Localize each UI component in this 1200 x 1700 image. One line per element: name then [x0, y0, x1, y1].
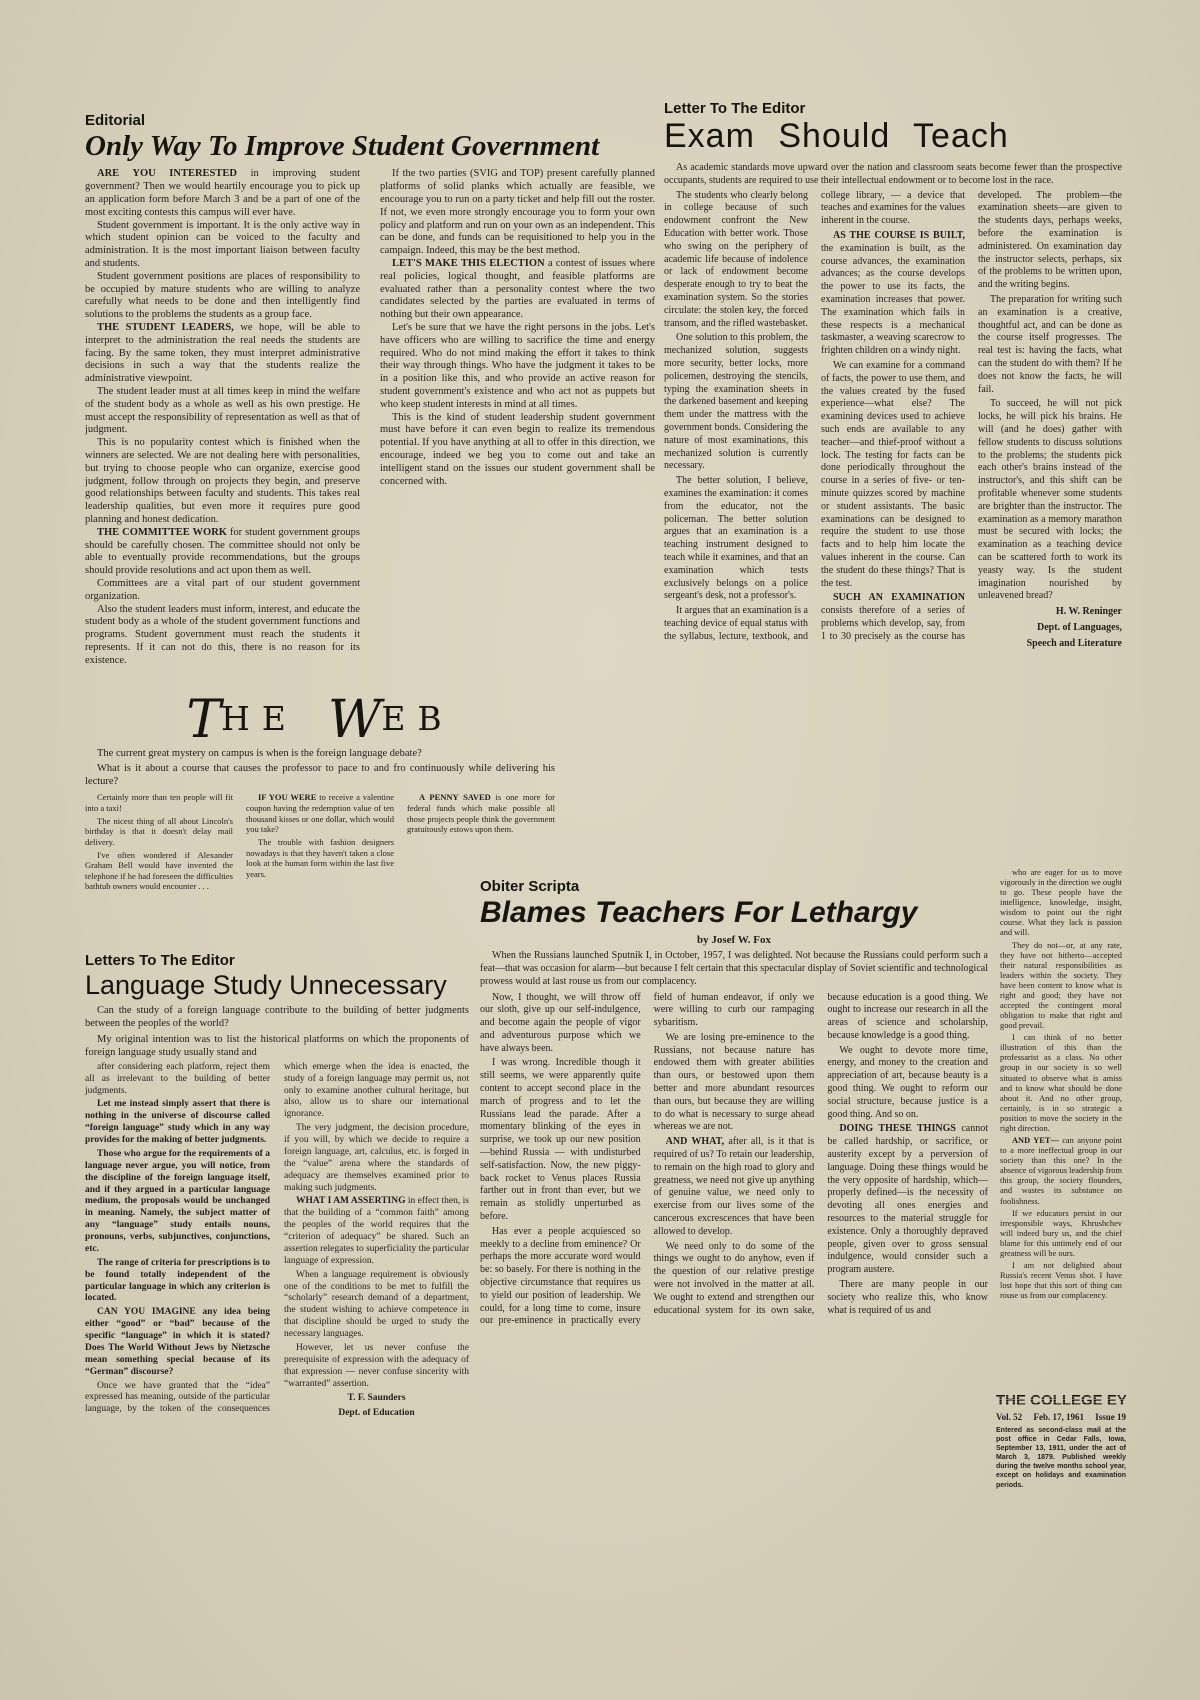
- paragraph: Student government is important. It is the only active way in which student opinion can be voiced to the faculty and administration. It is the most important liaison between faculty and students.: [85, 219, 360, 270]
- paragraph: I was wrong. Incredible though it still seems, we were apparently quite content to accept second place in the march of progress and to let the Russians lead the parade. After a momentary blinking of the eyes in surprise, we took up our new position—behind Russia — with undisturbed self-satisfaction. Now, the new piggy-back rocket to Venus places Russia farther out in front than ever, but we remain as stolidly unperturbed as before.: [480, 1057, 641, 1223]
- the-web-heading: [85, 690, 555, 750]
- paragraph: If the two parties (SVIG and TOP) present carefully planned platforms of solid planks which actually are feasible, we encourage you to run on a party ticket and help fill out the roster. If not, we even more strongly encourage you to form your own policy and platform and run on your own as an independent. This can be done, and funds can be requisitioned to help you in the campaign. Indeed, this may be the best method.: [380, 168, 655, 257]
- paragraph: Committees are a vital part of our student government organization.: [85, 577, 360, 602]
- paragraph: The very judgment, the decision procedure, if you will, by which we decide to require a foreign language, art, calculus, etc. is forged in the “value” arena where the standards of adequacy are themselves examined prior to making such judgments.: [284, 1123, 469, 1193]
- paragraph: This is no popularity contest which is finished when the winners are selected. We are not dealing here with personalities, but trying to choose people who can organize, exercise good judgment, follow through on projects they begin, and preserve good relationships between faculty and students. This takes real leadership qualities, but even more it requires pure good planning and honest dedication.: [85, 437, 360, 525]
- paragraph: Dept. of Education: [338, 1408, 415, 1419]
- paragraph: We are losing pre-eminence to the Russians, not because nature has endowed them with greater abilities than ours, or bestowed upon them better and more abundant resources than ours, but because they are willing to do what is necessary to surge ahead whereas we are not.: [653, 1031, 815, 1133]
- paragraph: It argues that an examination is a teaching device of equal status with the syllabus, lecture, textbook, and college library, — a device that teaches and examines for the values inherent in the course.: [664, 189, 965, 642]
- paragraph: The preparation for writing such an examination is a creative, thoughtful act, and can be done as the course itself progresses. The real test is: having the facts, what can the student do with them? If he does not know the facts, he will fail.: [978, 294, 1122, 395]
- heading-letters-eb: EB: [381, 699, 454, 738]
- paragraph: The better solution, I believe, examines the examination: it comes from the educator, not the policeman. The better solution argues that an examination is a teaching instrument designed to teach while it examines, and that an examination which tests exclusively belongs on a police sergeant's desk, not a professor's.: [664, 475, 808, 602]
- paragraph: The range of criteria for prescriptions is to be found totally independent of the particular language in which any criterion is located.: [85, 1257, 270, 1304]
- langstudy-intro: [85, 1004, 469, 1059]
- masthead-date: Feb. 17, 1961: [1033, 1412, 1084, 1422]
- paragraph: We ought to devote more time, energy, and money to the creation and appreciation of art, because beauty is a good thing. We ought to reform our social structure, because justice is a good thing. And so on.: [827, 1044, 988, 1120]
- langstudy-body: [85, 1062, 469, 1420]
- paragraph: They do not—or, at any rate, they have not hitherto—accepted their natural responsibilities as leaders within the society. They have been content to know what is right and good; they have not accepted the contingent moral obligation to make that right and good prevail.: [1000, 940, 1122, 1031]
- paragraph: Speech and Literature: [1026, 637, 1122, 649]
- paragraph: The current great mystery on campus is when is the foreign language debate?: [97, 748, 422, 759]
- paragraph: AND YET— can anyone point to a more ineffectual group in our society than this one? In the absence of vigorous leadership from this group, the society flounders, and wastes its substance on foolishness.: [1000, 1136, 1122, 1206]
- paragraph: Also the student leaders must inform, interest, and educate the student body as a whole of the student government functions and programs. Student government must reach the students it represents. If it can not do this, there is no reason for its existence.: [85, 603, 360, 666]
- paragraph: ARE YOU INTERESTED in improving student government? Then we would heartily encourage you to pick up an application form before March 3 and be a part of one of the most exciting contests this campus will ever have.: [85, 168, 360, 218]
- paragraph: What is it about a course that causes the professor to pace to and fro continuously while delivering his lecture?: [85, 763, 555, 788]
- paragraph: Once we have granted that the “idea” expressed has meaning, outside of the particular language, by the token of the consequences which emerge when the idea is enacted, the study of a foreign language may permit us, not only to examine another cultural heritage, but also, allow us to share our international ignorance.: [85, 1061, 469, 1415]
- college-eye-masthead: [996, 1392, 1137, 1490]
- paragraph: CAN YOU IMAGINE any idea being either “good” or “bad” because of the specific “language” in which it is stated? Does The World Without Jews by Nietzsche mean something special because of its “German” discourse?: [85, 1307, 270, 1377]
- web-column-2: [246, 792, 394, 894]
- paragraph: The student leader must at all times keep in mind the welfare of the student body as a whole as well as his own prestige. He must accept the responsibility of representation as well as that of judgment.: [85, 385, 360, 436]
- paragraph: I can think of no better illustration of this than the professarist as a class. No other group in our society is so well situated to observe what is amiss and to know what should be done about it. And no other group, certainly, is in so strategic a position to move the society in the right direction.: [1000, 1033, 1122, 1133]
- paragraph: THE COMMITTEE WORK for student government groups should be carefully chosen. The committee should not only be able to eventually provide recommendations, but the groups should provide resolutions and act upon them as well.: [85, 526, 361, 577]
- paragraph: Those who argue for the requirements of a language never argue, you will notice, from the discipline of the foreign language itself, and if they argued in a particular language medium, the proposals would be unchanged in meaning. Namely, the subject matter of any “language” study entails nouns, pronouns, verbs, subjunctives, conjunctions, etc.: [85, 1148, 270, 1254]
- obiter-scripta-section: [480, 878, 988, 1328]
- paragraph: T. F. Saunders: [347, 1393, 406, 1404]
- paragraph: WHAT I AM ASSERTING in effect then, is that the building of a “common faith” among the peoples of the world requires that the “criterion of adequacy” be shared. Such an assertion relegates to superficiality the particular language of expression.: [284, 1196, 470, 1266]
- paragraph: SUCH AN EXAMINATION consists therefore of a series of problems which develop, say, from 1 to 30 precisely as the course has developed. The problem—the examination sheets—are given to the students days, perhaps weeks, before the examination is administered. On examination day the instructor selects, perhaps, six of the problems to be written upon, and the writing begins.: [821, 189, 1122, 642]
- paragraph: DOING THESE THINGS cannot be called hardship, or sacrifice, or austerity except by a perversion of language. Doing these things would be the very opposite of hardship, which—properly defined—is the necessity of devoting all ones energies and resources to the material struggle for existence. Only a thoroughly depraved people, given over to gross sensual indulgence, would consider such a program austere.: [827, 1123, 988, 1276]
- editorial-headline: Only Way To Improve Student Government: [85, 130, 600, 162]
- paragraph: I am not delighted about Russia's recent Venus shot. I have lost hope that this sort of thing can rouse us from our complacency.: [1000, 1260, 1122, 1301]
- paragraph: If we educators persist in our irresponsible ways, Khrushchev will indeed bury us, and the chief blame for this untimely end of our greatness will be ours.: [1000, 1208, 1122, 1258]
- masthead-vol: Vol. 52: [996, 1412, 1023, 1422]
- langstudy-kicker: Letters To The Editor: [85, 952, 235, 969]
- masthead-volume-line: [996, 1412, 1126, 1422]
- paragraph: I've often wondered if Alexander Graham Bell would have invented the telephone if he had foreseen the difficulties bathtub owners would encounter . . .: [85, 849, 233, 892]
- paragraph: However, let us never confuse the prerequisite of expression with the adequacy of that expression — never confuse sincerity with “warranted” assertion.: [284, 1342, 469, 1389]
- paragraph: after considering each platform, reject them all as irrelevant to the building of better judgments.: [85, 1061, 270, 1096]
- paragraph: THE STUDENT LEADERS, we hope, will be able to interpret to the administration the real needs the students are facing. By the same token, they must interpret administrative decisions in such a way that the students realize the administrative viewpoint.: [85, 322, 360, 385]
- obiter-intro: [480, 949, 988, 988]
- paragraph: This is the kind of student leadership student government must have before it can even begin to realize its tremendous potential. If you have anything at all to offer in this direction, we encourage, indeed we beg you to come out and take an intelligent stand on the issues our student government shall be concerned with.: [380, 411, 655, 487]
- paragraph: Let me instead simply assert that there is nothing in the universe of discourse called “foreign language” study which in any way provides for the making of better judgments.: [85, 1099, 270, 1146]
- exam-letter-section: [664, 100, 1122, 651]
- paragraph: We need only to do some of the things we ought to do anyhow, even if the question of our relative prestige were not involved in the matter at all. We ought to extend and strengthen our educational system for its own sake, because education is a good thing. We ought to increase our research in all the areas of science and scholarship, because knowledge is a good thing.: [653, 991, 988, 1316]
- ornate-initial-t: T: [186, 690, 221, 750]
- paragraph: Has ever a people acquiesced so meekly to a decline from eminence? Or perhaps the more accurate word would be: so basely. For there is nothing in the objective circumstance that requires us to yield our position of leadership. We could, for a long time to come, insure our pre-eminence in practically every field of human endeavor, if only we were willing to curb our rampaging sybaritism.: [480, 991, 815, 1327]
- paragraph: Now, I thought, we will throw off our sloth, give up our self-indulgence, and become again the people of vigor and adventurous purpose which we have always been.: [480, 991, 641, 1054]
- paragraph: IF YOU WERE to receive a valentine coupon having the redemption value of ten thousand kisses or one dollar, which would you take?: [246, 792, 394, 835]
- editorial-section: [85, 112, 655, 688]
- paragraph: LET'S MAKE THIS ELECTION a contest of issues where real policies, logical thought, and feasible platforms are evaluated rather than a personality contest where the two candidates selected by the parties are evaluated in terms of nothing but their own appearance.: [380, 258, 655, 321]
- paragraph: When a language requirement is obviously one of the conditions to be met to fulfill the “scholarly” research demand of a department, the student wishing to achieve competence in that discipline should be urged to study the necessary languages.: [284, 1269, 469, 1340]
- obiter-continuation-column: [1000, 868, 1122, 1303]
- paragraph: One solution to this problem, the mechanized solution, suggests more security, better locks, more policemen, destroying the stencils, typing the examination sheets in the darkened basement and keeping them under the mattress with the government bonds. Considering the nature of most examinations, this mechanized solution is currently necessary.: [664, 332, 808, 472]
- paragraph: Certainly more than ten people will fit into a taxi!: [85, 792, 233, 813]
- exam-body: [664, 190, 1122, 651]
- paragraph: A PENNY SAVED is one more for federal funds which make possible all those projects people think the government gratuitously estows upon them.: [407, 792, 555, 835]
- paragraph: H. W. Reninger: [1055, 606, 1122, 618]
- paragraph: Let's be sure that we have the right persons in the jobs. Let's have officers who are willing to sacrifice the time and energy required. Who do not mind making the effort it takes to think their way through things. Who have the judgment it takes to be in a position like this, and who provide an active reason for student government's existence and who act not as puppets but who keep student interests in mind at all times.: [380, 322, 655, 410]
- editorial-kicker: Editorial: [85, 112, 146, 129]
- paragraph: Dept. of Languages,: [1036, 621, 1122, 633]
- exam-headline: Exam Should Teach: [664, 117, 1009, 155]
- obiter-byline: by Josef W. Fox: [697, 933, 771, 946]
- the-web-section: [85, 690, 555, 894]
- language-study-section: [85, 952, 469, 1420]
- paragraph: My original intention was to list the historical platforms on which the proponents of foreign language study usually stand and: [85, 1033, 469, 1058]
- ornate-initial-w: W: [327, 690, 382, 750]
- masthead-fine-print: Entered as second-class mail at the post office in Cedar Falls, Iowa, September 13, 1911, under the act of March 3, 1879. Published weekly during the twelve months school year, except on holidays and examination periods.: [996, 1427, 1126, 1489]
- paragraph: Can the study of a foreign language contribute to the building of better judgments between the peoples of the world?: [85, 1005, 469, 1030]
- masthead-issue: Issue 19: [1095, 1412, 1126, 1422]
- web-intro: [85, 747, 555, 788]
- paragraph: To succeed, he will not pick locks, he will pick his brains. He will (and he does) gather with fellow students to discuss solutions to the problems; the students pick each other's brains instead of the instructor's, and this shift can be profitable whenever some students are brighter than the instructor. The examination as a memory marathon must be secured with locks; the examination as a teaching device can be scattered forth to work its yeasty way. Is the student imagination nourished by unleavened bread?: [978, 398, 1122, 602]
- heading-letters-he: HE: [221, 699, 298, 738]
- exam-intro: [664, 161, 1122, 187]
- paragraph: The nicest thing of all about Lincoln's birthday is that it doesn't delay mail delivery.: [85, 815, 233, 847]
- paragraph: AND WHAT, after all, is it that is required of us? To retain our leadership, to remain on the high road to glory and greatness, we need not give up anything of genuine value, we need only to exercise from our lives some of the cancerous excrescences that have been allowed to develop.: [653, 1136, 815, 1237]
- obiter-body: [480, 992, 988, 1329]
- masthead-title: THE COLLEGE EYE: [996, 1392, 1137, 1409]
- exam-kicker: Letter To The Editor: [664, 100, 806, 117]
- paragraph: Student government positions are places of responsibility to be occupied by mature students who are willing to analyze carefully what needs to be done and then intelligently find solutions to the problems the students as a group face.: [85, 270, 360, 321]
- paragraph: As academic standards move upward over the nation and classroom seats become fewer than the prospective occupants, students are required to use their intellectual endowment or to become lost in the race.: [664, 161, 1122, 186]
- paragraph: who are eager for us to move vigorously in the direction we ought to go. These people have the intelligence, knowledge, insight, wisdom to point out the right course. What they lack is passion and will.: [1000, 868, 1122, 938]
- paragraph: The students who clearly belong in college because of such endowment confront the New Education with better work. Those who swing on the periphery of academic life because of indolence or lack of endowment become desperate enough to try to beat the examination system. So the stories circulate: the stolen key, the forced transom, and the rifled wastebasket.: [664, 189, 808, 329]
- obiter-kicker: Obiter Scripta: [480, 878, 580, 895]
- paragraph: There are many people in our society who realize this, who know what is required of us and: [827, 1279, 988, 1316]
- langstudy-headline: Language Study Unnecessary: [85, 970, 447, 1000]
- paragraph: AS THE COURSE IS BUILT, the examination is built, as the course advances, the examination advances; as the course develops the power to use its facts, the examination increases that power. The examination which fails in these respects is a mechanical taskmaster, a weaving scarecrow to frighten children on a windy night.: [821, 230, 965, 357]
- obiter-headline: Blames Teachers For Lethargy: [480, 896, 918, 929]
- paragraph: When the Russians launched Sputnik I, in October, 1957, I was delighted. Not because the Russians could perform such a feat—that was occasion for alarm—but because I felt certain that this spectacular display of Soviet scientific and technological prowess would at last rouse us from our complacency.: [480, 949, 988, 987]
- paragraph: We can examine for a command of facts, the power to use them, and the values created by the fused experience—what else? The examining devices used to achieve such ends are available to any teacher—and thief-proof without a lock. The testing for facts can be done periodically throughout the course in a series of five- or ten-minute quizzes scored by machine or student assistants. The basic examinations can be designed to require the student to use those facts and to help him locate the values inherent in the course. Can the student do these things? That is the test.: [821, 360, 965, 589]
- paragraph: The trouble with fashion designers nowadays is that they haven't taken a close look at the human form within the last five years.: [246, 836, 394, 879]
- editorial-body: [85, 168, 655, 688]
- web-column-1: [85, 792, 233, 894]
